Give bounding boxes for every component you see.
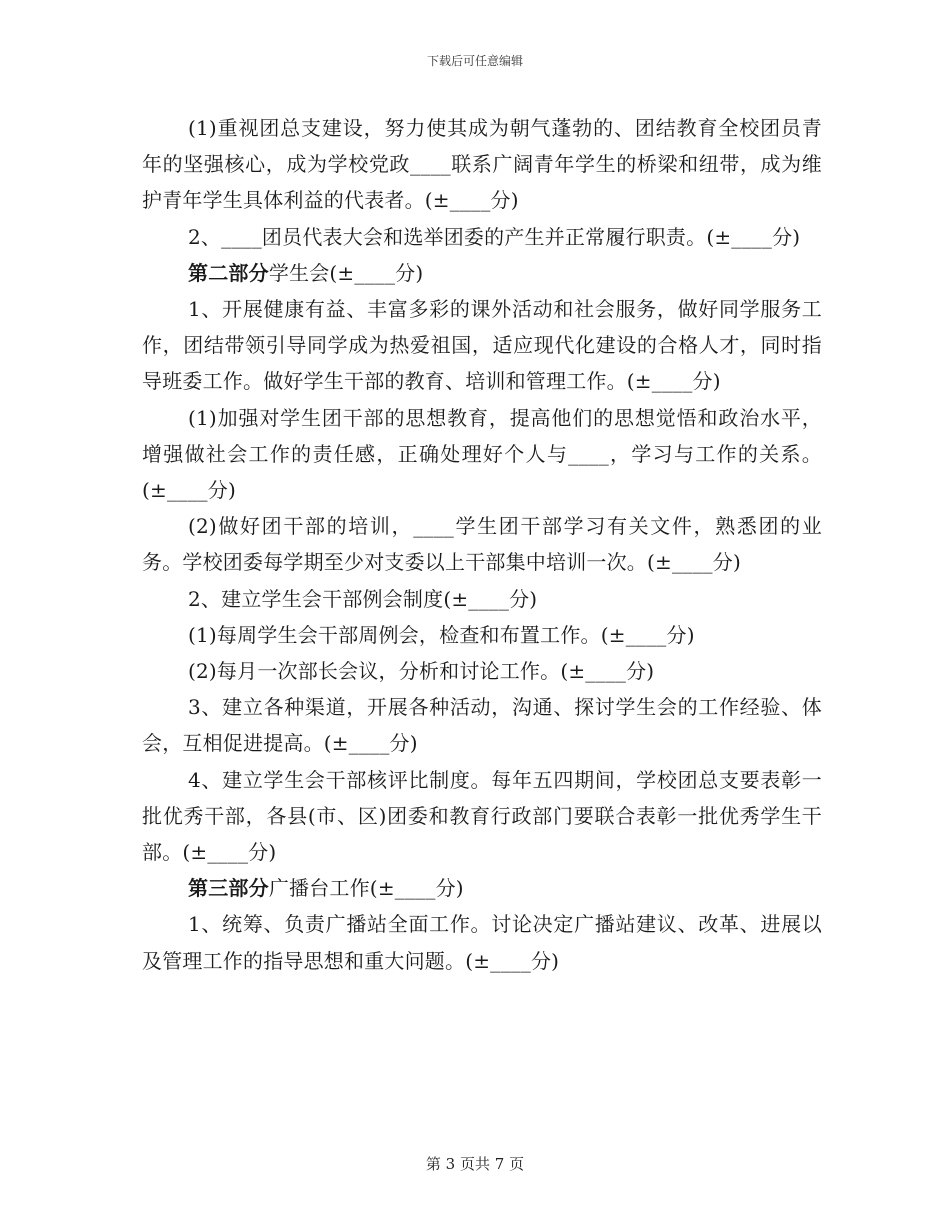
paragraph-4: 1、开展健康有益、丰富多彩的课外活动和社会服务，做好同学服务工作，团结带领引导同学成为热爱祖国，适应现代化建设的合格人才，同时指导班委工作。做好学生干部的教育、培训和管理工作。(±____分)	[142, 297, 822, 394]
page-header: 下载后可任意编辑	[426, 54, 523, 68]
section-heading-3: 第三部分广播台工作(±____分)	[188, 876, 464, 901]
paragraph-5: (1)加强对学生团干部的思想教育，提高他们的思想觉悟和政治水平，增强做社会工作的责任感，正确处理好个人与____，学习与工作的关系。(±____分)	[142, 405, 822, 503]
paragraph-10: 3、建立各种渠道，开展各种活动，沟通、探讨学生会的工作经验、体会，互相促进提高。(±____分)	[142, 695, 822, 756]
document-body	[142, 110, 822, 979]
paragraph-1: (1)重视团总支建设，努力使其成为朝气蓬勃的、团结教育全校团员青年的坚强核心，成为学校党政____联系广阔青年学生的桥梁和纽带，成为维护青年学生具体利益的代表者。(±____分)	[142, 116, 822, 213]
paragraph-7: 2、建立学生会干部例会制度(±____分)	[188, 586, 538, 611]
paragraph-11: 4、建立学生会干部核评比制度。每年五四期间，学校团总支要表彰一批优秀干部，各县(市、区)团委和教育行政部门要联合表彰一批优秀学生干部。(±____分)	[142, 767, 822, 865]
paragraph-6: (2)做好团干部的培训，____学生团干部学习有关文件，熟悉团的业务。学校团委每学期至少对支委以上干部集中培训一次。(±____分)	[142, 514, 822, 575]
paragraph-9: (2)每月一次部长会议，分析和讨论工作。(±____分)	[188, 659, 655, 684]
paragraph-2: 2、____团员代表大会和选举团委的产生并正常履行职责。(±____分)	[188, 224, 801, 249]
paragraph-8: (1)每周学生会干部周例会，检查和布置工作。(±____分)	[188, 622, 695, 647]
section-heading-2: 第二部分学生会(±____分)	[188, 260, 424, 285]
paragraph-13: 1、统筹、负责广播站全面工作。讨论决定广播站建议、改革、进展以及管理工作的指导思想和重大问题。(±____分)	[142, 912, 822, 973]
page-footer: 第 3 页共 7 页	[425, 1155, 525, 1173]
